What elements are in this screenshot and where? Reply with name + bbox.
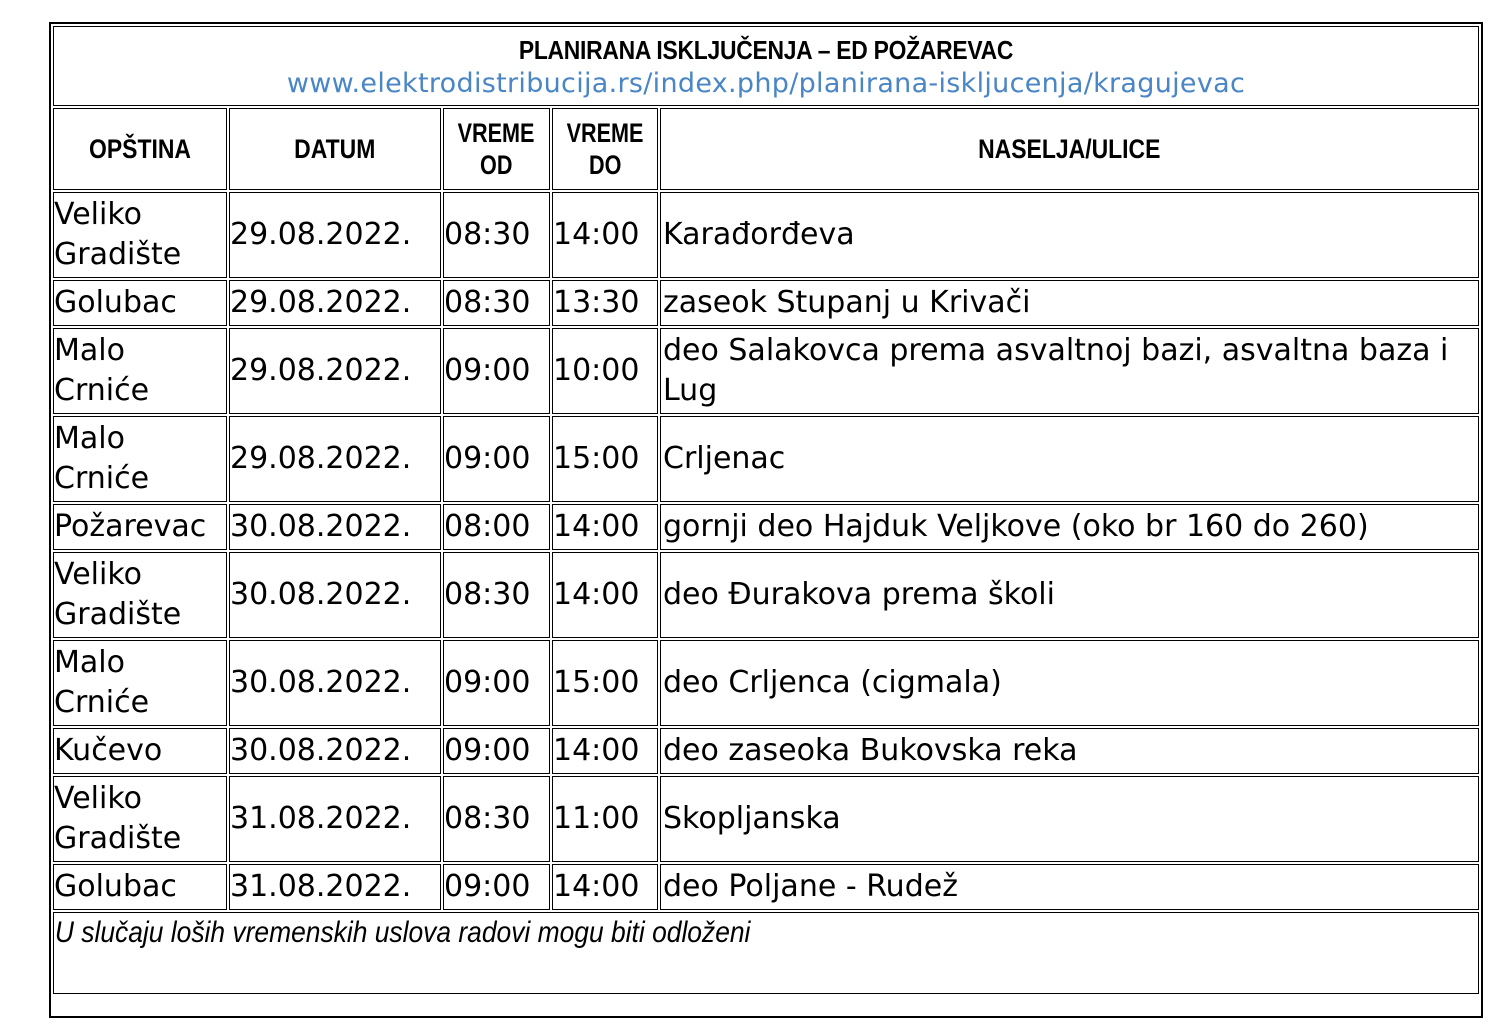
cell-datum: 29.08.2022.: [229, 192, 441, 278]
cell-opstina: Kučevo: [53, 728, 227, 774]
cell-naselja: Skopljanska: [660, 776, 1479, 862]
cell-naselja: zaseok Stupanj u Krivači: [660, 280, 1479, 326]
weather-note: U slučaju loših vremenskih uslova radovi mogu biti odloženi: [54, 916, 751, 949]
cell-opstina: Požarevac: [53, 504, 227, 550]
cell-vreme-do: 15:00: [552, 640, 658, 726]
table-row: [53, 552, 1479, 638]
cell-naselja: gornji deo Hajduk Veljkove (oko br 160 do 260): [660, 504, 1479, 550]
column-header-vreme-do: VREME DO: [552, 108, 658, 190]
footer-note-cell: [53, 912, 1479, 994]
table-row: [53, 280, 1479, 326]
cell-vreme-do: 13:30: [552, 280, 658, 326]
cell-datum: 31.08.2022.: [229, 864, 441, 910]
cell-vreme-do: 14:00: [552, 728, 658, 774]
cell-vreme-od: 09:00: [443, 328, 550, 414]
cell-opstina: Veliko Gradište: [53, 552, 227, 638]
cell-opstina: Malo Crniće: [53, 328, 227, 414]
cell-vreme-od: 09:00: [443, 864, 550, 910]
table-row: [53, 416, 1479, 502]
header-row: [53, 108, 1479, 190]
outage-schedule-table: [51, 24, 1481, 996]
source-url: www.elektrodistribucija.rs/index.php/planirana-iskljucenja/kragujevac: [286, 68, 1246, 99]
cell-vreme-do: 15:00: [552, 416, 658, 502]
cell-datum: 30.08.2022.: [229, 504, 441, 550]
title-row: [53, 26, 1479, 106]
cell-opstina: Malo Crniće: [53, 416, 227, 502]
table-row: [53, 192, 1479, 278]
table-row: [53, 776, 1479, 862]
cell-vreme-do: 14:00: [552, 504, 658, 550]
cell-datum: 31.08.2022.: [229, 776, 441, 862]
cell-opstina: Veliko Gradište: [53, 192, 227, 278]
cell-vreme-od: 09:00: [443, 728, 550, 774]
cell-vreme-od: 08:30: [443, 192, 550, 278]
cell-vreme-do: 14:00: [552, 864, 658, 910]
column-header-opstina: OPŠTINA: [53, 108, 227, 190]
cell-datum: 30.08.2022.: [229, 552, 441, 638]
cell-vreme-od: 09:00: [443, 640, 550, 726]
cell-naselja: deo Salakovca prema asvaltnoj bazi, asvaltna baza i Lug: [660, 328, 1479, 414]
cell-vreme-od: 08:00: [443, 504, 550, 550]
cell-naselja: Crljenac: [660, 416, 1479, 502]
cell-vreme-do: 14:00: [552, 552, 658, 638]
cell-vreme-od: 08:30: [443, 776, 550, 862]
cell-datum: 30.08.2022.: [229, 640, 441, 726]
cell-vreme-do: 14:00: [552, 192, 658, 278]
cell-naselja: deo zaseoka Bukovska reka: [660, 728, 1479, 774]
table-row: [53, 864, 1479, 910]
cell-naselja: Karađorđeva: [660, 192, 1479, 278]
column-header-vreme-od: VREME OD: [443, 108, 550, 190]
table-row: [53, 504, 1479, 550]
cell-naselja: deo Poljane - Rudež: [660, 864, 1479, 910]
cell-naselja: deo Đurakova prema školi: [660, 552, 1479, 638]
cell-opstina: Golubac: [53, 864, 227, 910]
cell-datum: 29.08.2022.: [229, 280, 441, 326]
title-cell: [53, 26, 1479, 106]
cell-datum: 29.08.2022.: [229, 416, 441, 502]
column-header-datum: DATUM: [229, 108, 441, 190]
cell-opstina: Veliko Gradište: [53, 776, 227, 862]
cell-naselja: deo Crljenca (cigmala): [660, 640, 1479, 726]
cell-datum: 30.08.2022.: [229, 728, 441, 774]
cell-opstina: Golubac: [53, 280, 227, 326]
table-row: [53, 728, 1479, 774]
column-header-naselja: NASELJA/ULICE: [660, 108, 1479, 190]
outage-schedule-sheet: [49, 22, 1483, 1018]
cell-datum: 29.08.2022.: [229, 328, 441, 414]
table-row: [53, 328, 1479, 414]
cell-vreme-do: 11:00: [552, 776, 658, 862]
cell-vreme-od: 08:30: [443, 280, 550, 326]
page-title: PLANIRANA ISKLJUČENJA – ED POŽAREVAC: [518, 35, 1014, 65]
cell-opstina: Malo Crniće: [53, 640, 227, 726]
cell-vreme-od: 08:30: [443, 552, 550, 638]
cell-vreme-od: 09:00: [443, 416, 550, 502]
table-row: [53, 640, 1479, 726]
footer-row: [53, 912, 1479, 994]
cell-vreme-do: 10:00: [552, 328, 658, 414]
